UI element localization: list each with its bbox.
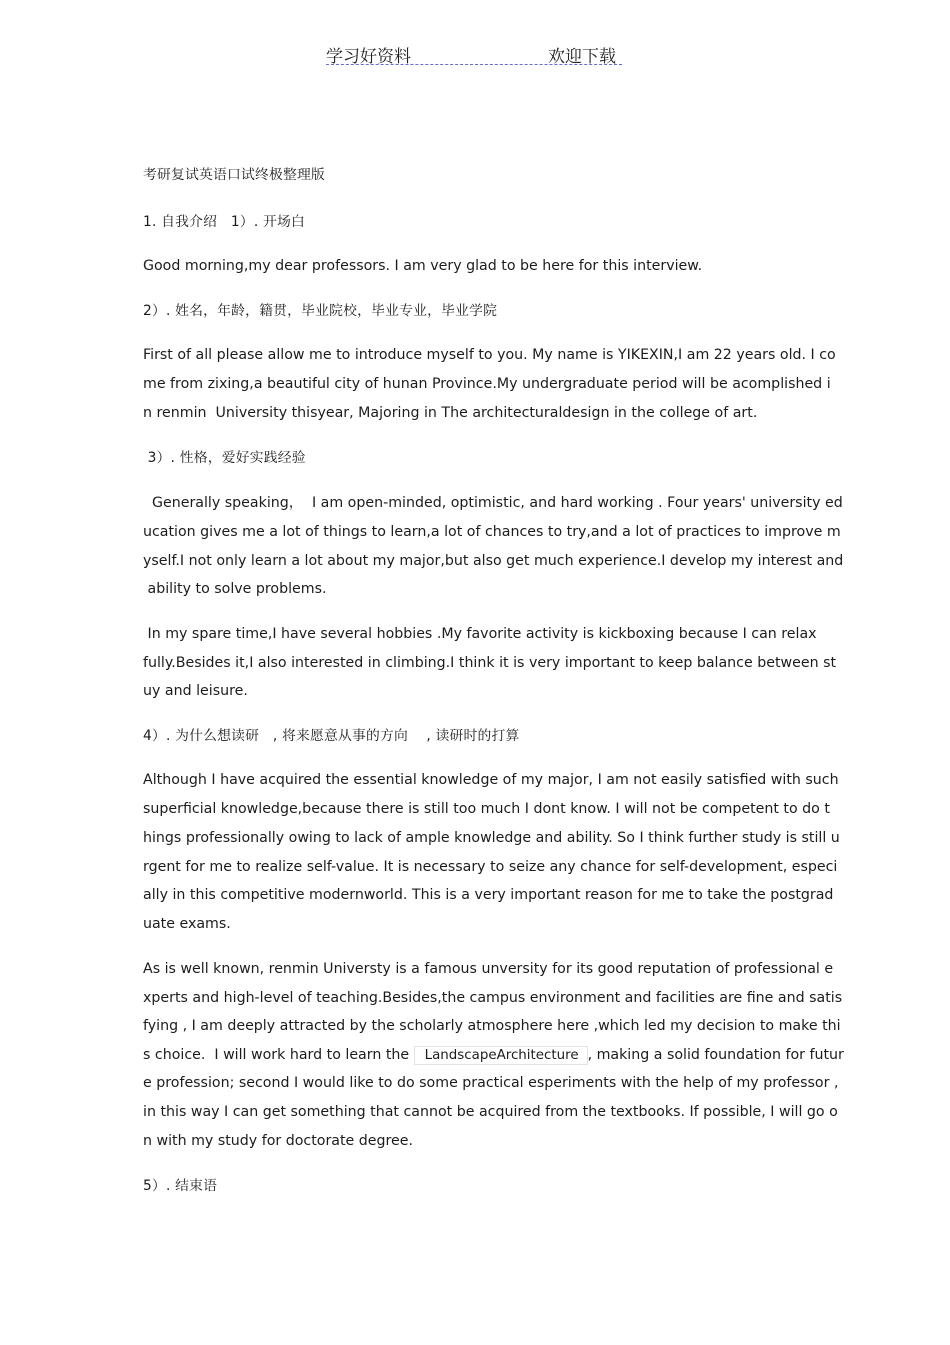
paragraph-reason-line: ally in this competitive modernworld. This is a very important reason for me to take the postgrad [143,887,834,903]
header-dashed-underline [326,64,622,65]
paragraph-intro-line: First of all please allow me to introduce myself to you. My name is YIKEXIN,I am 22 years old. I co [143,347,836,363]
section-heading-5: 5）. 结束语 [143,1178,218,1194]
paragraph-reason-line: rgent for me to realize self-value. It is necessary to seize any chance for self-development, especi [143,859,838,875]
page-header [0,0,950,80]
section-heading-4: 4）. 为什么想读研 , 将来愿意从事的方向 , 读研时的打算 [143,728,520,744]
section-heading-1: 1. 自我介绍 1）. 开场白 [143,214,306,230]
paragraph-reason-line: superficial knowledge,because there is still too much I dont know. I will not be competent to do t [143,801,830,817]
paragraph-intro-line: me from zixing,a beautiful city of hunan Province.My undergraduate period will be acomplished i [143,376,831,392]
line-text-before-box: s choice. I will work hard to learn the [143,1047,414,1063]
paragraph-personality-line: yself.I not only learn a lot about my major,but also get much experience.I develop my interest and [143,553,844,569]
paragraph-hobbies-line: fully.Besides it,I also interested in climbing.I think it is very important to keep balance between st [143,655,837,671]
inline-text-box: LandscapeArchitecture [414,1046,588,1065]
paragraph-university-line-with-box [143,1046,844,1065]
paragraph-intro-line: n renmin University thisyear, Majoring in The architecturaldesign in the college of art. [143,405,758,421]
paragraph-reason-line: Although I have acquired the essential knowledge of my major, I am not easily satisfied with such [143,772,839,788]
paragraph-hobbies-line: uy and leisure. [143,683,248,699]
paragraph-reason-line: uate exams. [143,916,231,932]
paragraph-university-line: fying , I am deeply attracted by the scholarly atmosphere here ,which led my decision to make thi [143,1018,841,1034]
paragraph-university-line: in this way I can get something that cannot be acquired from the textbooks. If possible, I will go o [143,1104,838,1120]
paragraph-university-line: xperts and high-level of teaching.Besides,the campus environment and facilities are fine and satis [143,990,843,1006]
paragraph-opening: Good morning,my dear professors. I am very glad to be here for this interview. [143,258,703,274]
paragraph-reason-line: hings professionally owing to lack of ample knowledge and ability. So I think further study is still u [143,830,840,846]
paragraph-university-line: e profession; second I would like to do some practical esperiments with the help of my professor , [143,1075,839,1091]
paragraph-university-line: As is well known, renmin Universty is a famous unversity for its good reputation of professional e [143,961,834,977]
document-title: 考研复试英语口试终极整理版 [143,167,325,183]
paragraph-hobbies-line: In my spare time,I have several hobbies .My favorite activity is kickboxing because I can relax [143,626,817,642]
paragraph-personality-line: ability to solve problems. [143,581,327,597]
section-heading-2: 2）. 姓名，年龄，籍贯，毕业院校，毕业专业，毕业学院 [143,303,498,319]
header-right-text: 欢迎下载 [548,47,616,67]
section-heading-3: 3）. 性格，爱好实践经验 [143,450,306,466]
paragraph-personality-line: Generally speaking， I am open-minded, optimistic, and hard working . Four years' university ed [143,495,843,511]
paragraph-university-line: n with my study for doctorate degree. [143,1133,413,1149]
line-text-after-box: , making a solid foundation for futur [587,1047,844,1063]
paragraph-personality-line: ucation gives me a lot of things to learn,a lot of chances to try,and a lot of practices to improve m [143,524,841,540]
header-left-text: 学习好资料 [326,47,411,67]
